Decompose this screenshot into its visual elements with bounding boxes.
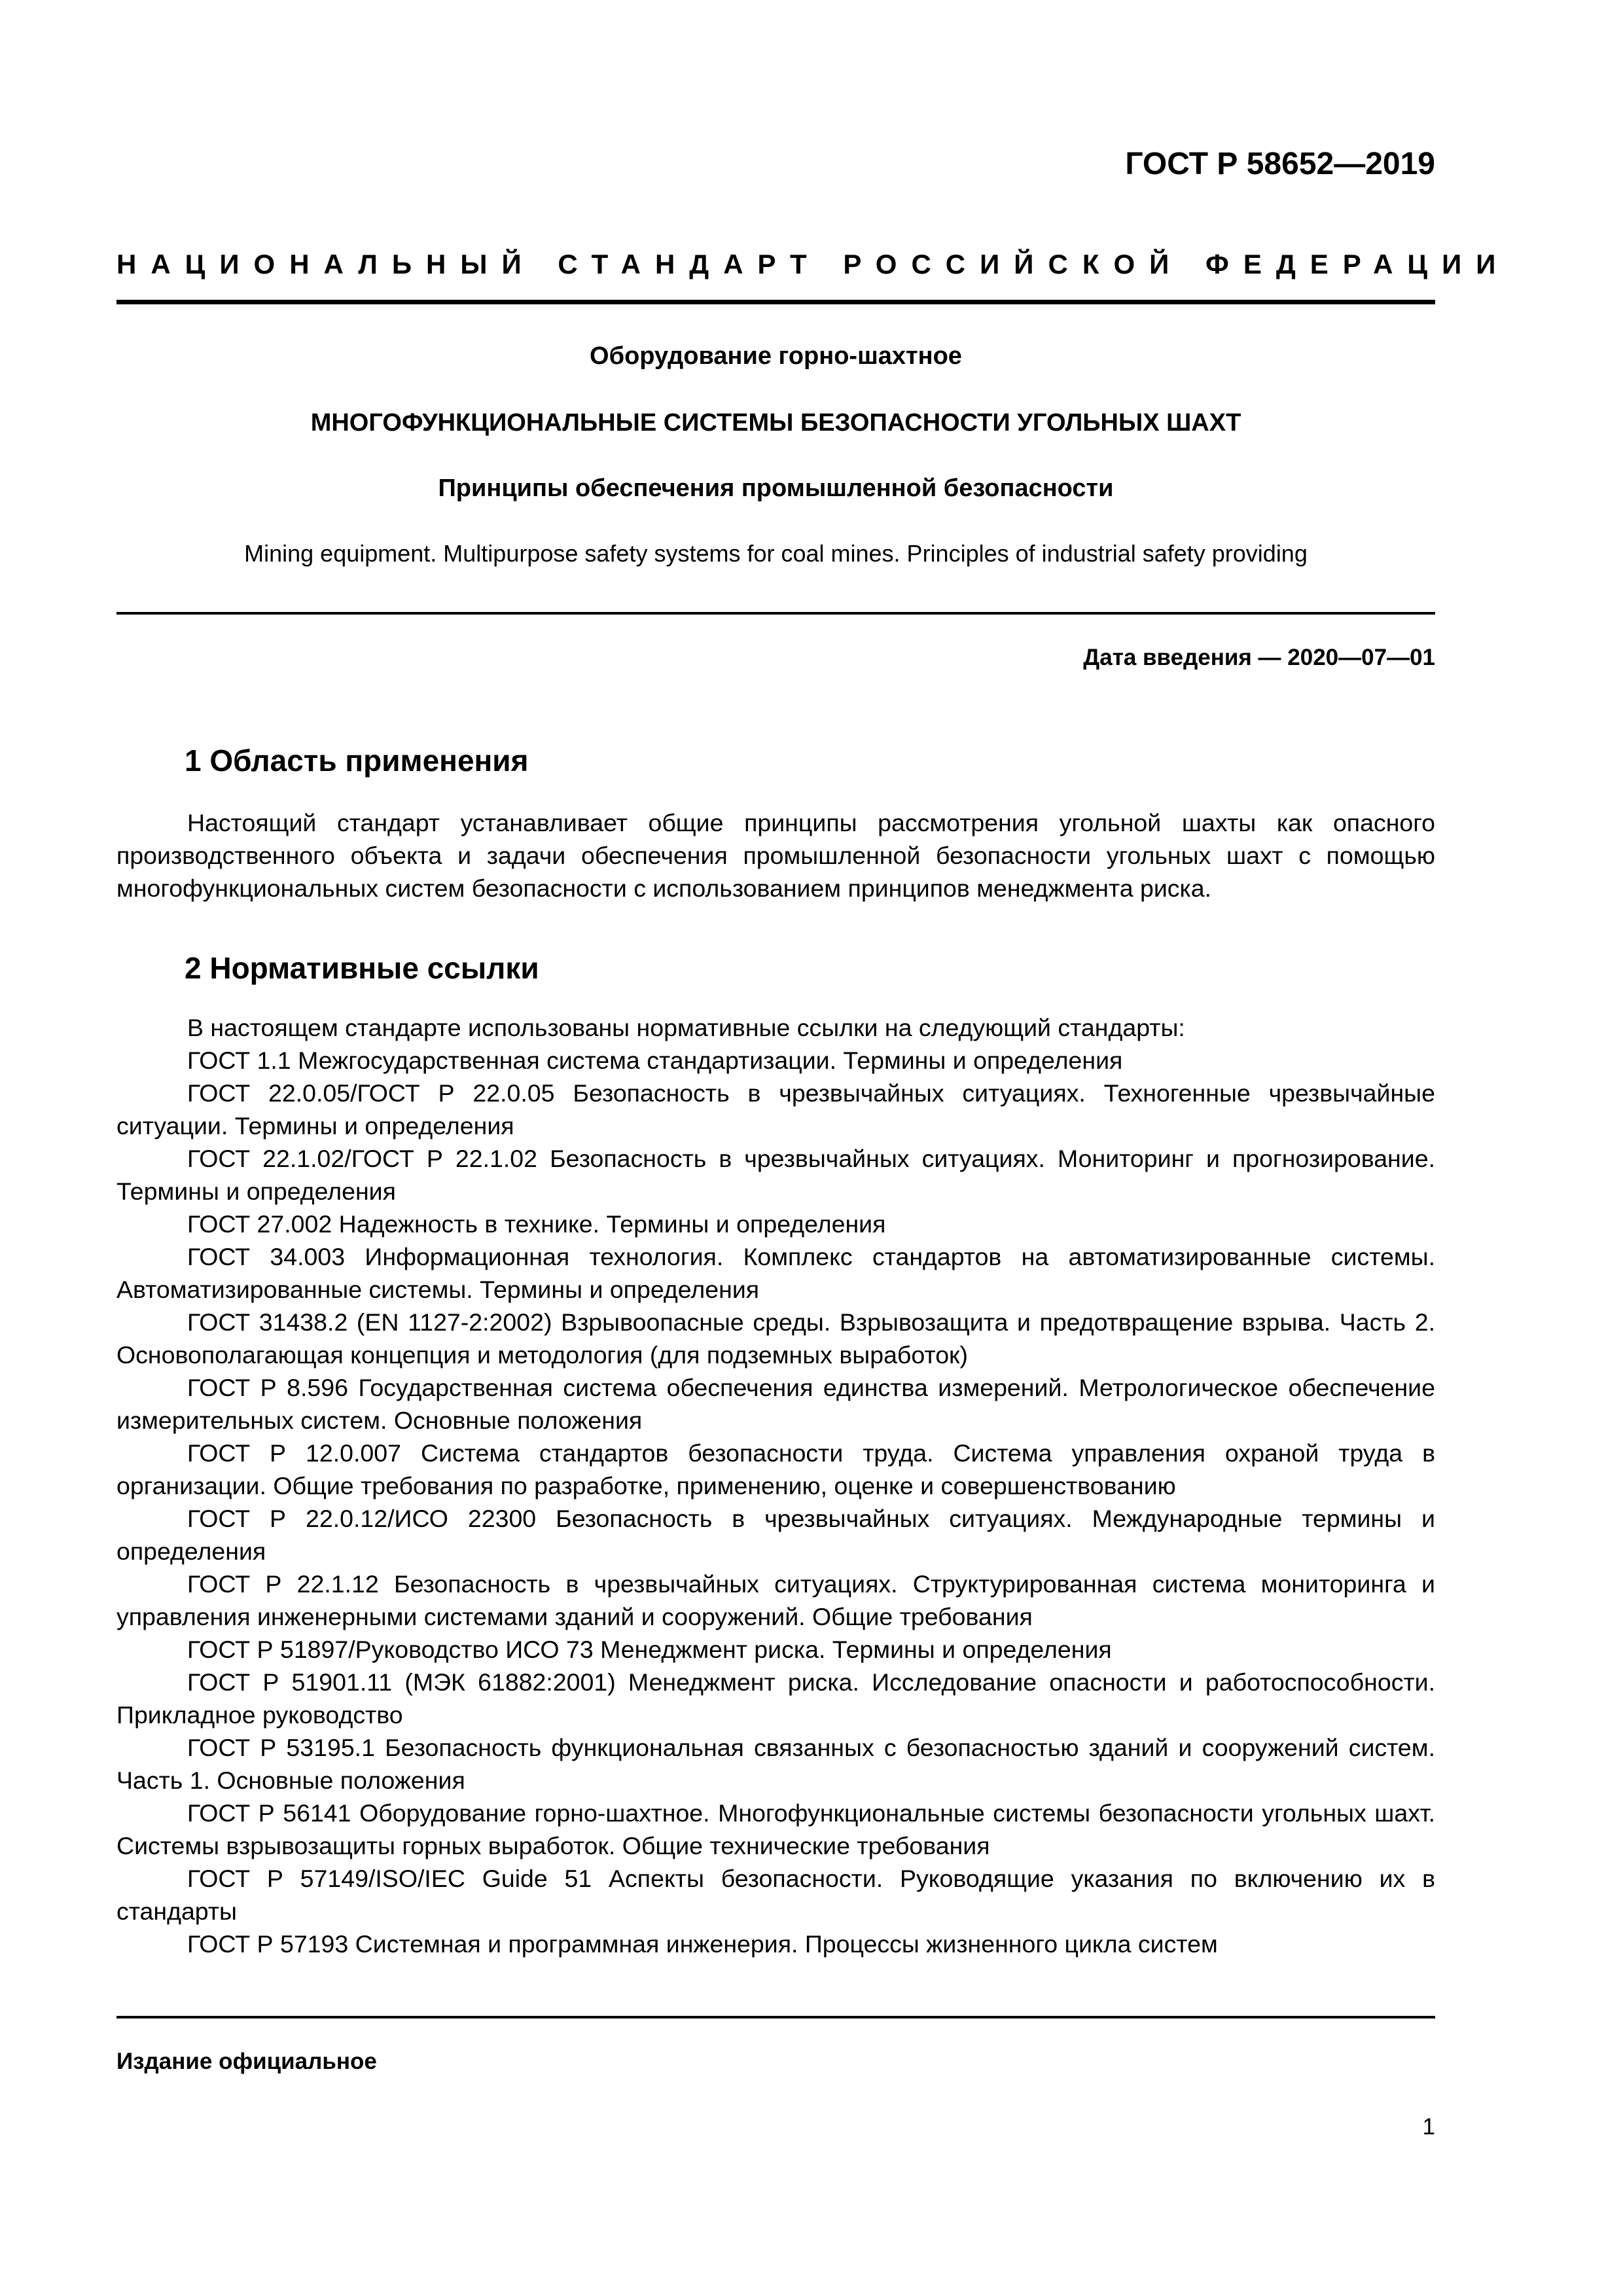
reference-item: ГОСТ 27.002 Надежность в технике. Термины и определения — [187, 1210, 886, 1238]
reference-item: ГОСТ 34.003 Информационная технология. Комплекс стандартов на автоматизированные системы. Автоматизированные системы. Термины и определения — [116, 1243, 1435, 1303]
page-number: 1 — [1422, 2114, 1435, 2140]
footer-divider — [116, 2016, 1435, 2018]
reference-item: ГОСТ Р 53195.1 Безопасность функциональная связанных с безопасностью зданий и сооружений систем. Часть 1. Основные положения — [116, 1734, 1435, 1794]
reference-item: ГОСТ Р 12.0.007 Система стандартов безопасности труда. Система управления охраной труда в организации. Общие требования по разработке, применению, оценке и совершенствованию — [116, 1439, 1435, 1499]
official-edition-label: Издание официальное — [116, 2049, 377, 2074]
header-divider — [116, 300, 1435, 304]
reference-item: ГОСТ 22.1.02/ГОСТ Р 22.1.02 Безопасность в чрезвычайных ситуациях. Мониторинг и прогнозирование. Термины и определения — [116, 1145, 1435, 1205]
section-1-paragraph: Настоящий стандарт устанавливает общие принципы рассмотрения угольной шахты как опасного производственного объекта и задачи обеспечения промышленной безопасности угольных шахт с помощью многофункциональных систем безопасности с использованием принципов менеджмента риска. — [116, 809, 1435, 902]
reference-item: ГОСТ 31438.2 (EN 1127-2:2002) Взрывоопасные среды. Взрывозащита и предотвращение взрыва. Часть 2. Основополагающая концепция и методология (для подземных выработок) — [116, 1308, 1435, 1369]
section-1-heading: 1 Область применения — [185, 744, 529, 778]
reference-item: ГОСТ Р 22.0.12/ИСО 22300 Безопасность в чрезвычайных ситуациях. Международные термины и определения — [116, 1505, 1435, 1565]
section-2-body — [116, 1011, 1435, 1960]
title-divider — [116, 612, 1435, 615]
standard-number: ГОСТ Р 58652—2019 — [1125, 147, 1435, 181]
title-line-2: МНОГОФУНКЦИОНАЛЬНЫЕ СИСТЕМЫ БЕЗОПАСНОСТИ УГОЛЬНЫХ ШАХТ — [310, 409, 1241, 437]
reference-item: ГОСТ Р 56141 Оборудование горно-шахтное. Многофункциональные системы безопасности угольных шахт. Системы взрывозащиты горных выработок. Общие технические требования — [116, 1799, 1435, 1859]
reference-item: ГОСТ Р 51901.11 (МЭК 61882:2001) Менеджмент риска. Исследование опасности и работоспособности. Прикладное руководство — [116, 1668, 1435, 1729]
section-2-heading: 2 Нормативные ссылки — [185, 951, 539, 985]
english-title: Mining equipment. Multipurpose safety systems for coal mines. Principles of industrial safety providing — [244, 540, 1308, 567]
title-line-3: Принципы обеспечения промышленной безопасности — [438, 475, 1114, 502]
reference-item: ГОСТ Р 22.1.12 Безопасность в чрезвычайных ситуациях. Структурированная система мониторинга и управления инженерными системами зданий и сооружений. Общие требования — [116, 1570, 1435, 1630]
reference-item: ГОСТ Р 57149/ISO/IEC Guide 51 Аспекты безопасности. Руководящие указания по включению их в стандарты — [116, 1865, 1435, 1925]
section-1-body — [116, 806, 1435, 905]
reference-item: ГОСТ Р 8.596 Государственная система обеспечения единства измерений. Метрологическое обеспечение измерительных систем. Основные положения — [116, 1374, 1435, 1434]
introduction-date: Дата введения — 2020—07—01 — [1083, 645, 1435, 670]
reference-item: ГОСТ Р 51897/Руководство ИСО 73 Менеджмент риска. Термины и определения — [187, 1636, 1112, 1663]
reference-item: ГОСТ Р 57193 Системная и программная инженерия. Процессы жизненного цикла систем — [187, 1930, 1218, 1958]
national-standard-banner: НАЦИОНАЛЬНЫЙ СТАНДАРТ РОССИЙСКОЙ ФЕДЕРАЦИИ — [116, 249, 1510, 279]
reference-item: ГОСТ 1.1 Межгосударственная система стандартизации. Термины и определения — [187, 1047, 1123, 1074]
title-line-1: Оборудование горно-шахтное — [590, 342, 962, 370]
section-2-intro: В настоящем стандарте использованы нормативные ссылки на следующий стандарты: — [187, 1014, 1185, 1041]
reference-item: ГОСТ 22.0.05/ГОСТ Р 22.0.05 Безопасность в чрезвычайных ситуациях. Техногенные чрезвычайные ситуации. Термины и определения — [116, 1079, 1435, 1139]
